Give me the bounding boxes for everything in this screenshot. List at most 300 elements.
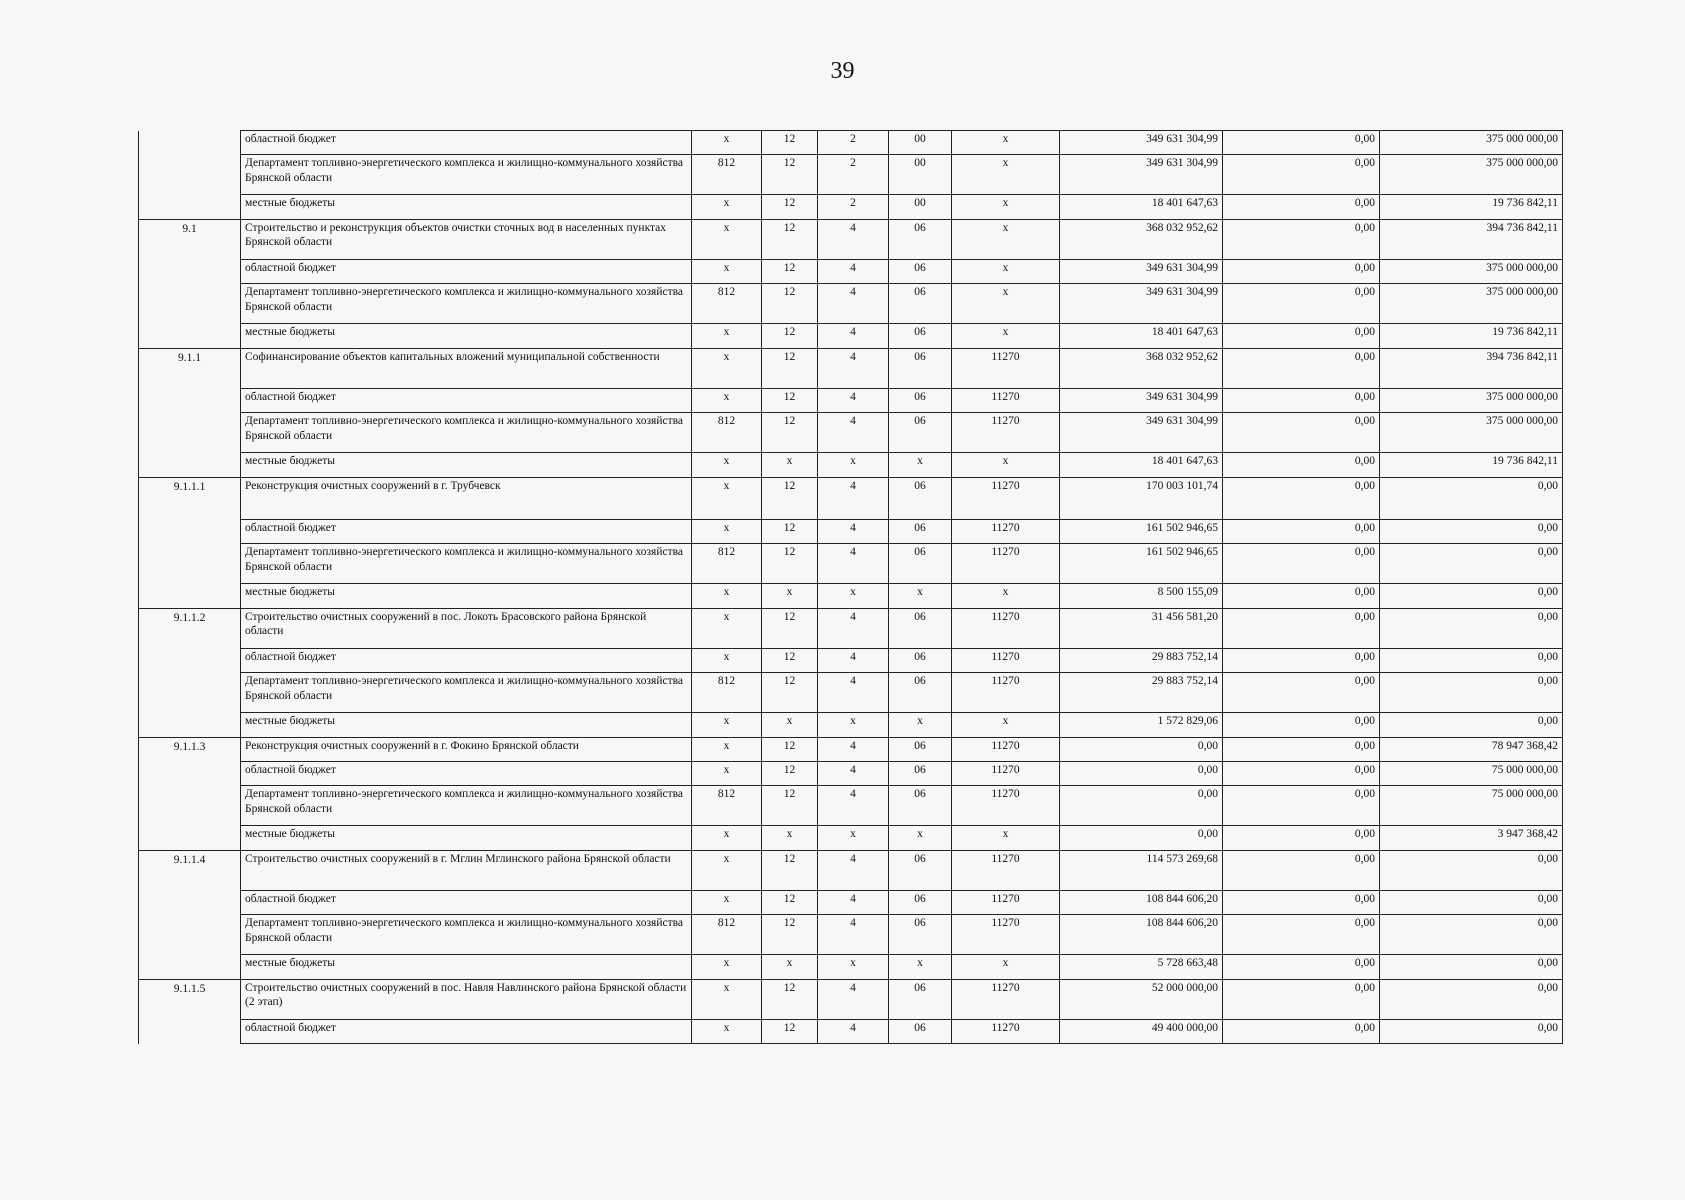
program-code-cell: 06 bbox=[889, 673, 952, 713]
amount-year1-cell: 0,00 bbox=[1060, 826, 1223, 851]
row-name-cell: Департамент топливно-энергетического комплекса и жилищно-коммунального хозяйства Брянской области bbox=[241, 544, 692, 584]
item-number-cell bbox=[139, 520, 241, 544]
amount-year3-cell: 3 947 368,42 bbox=[1380, 826, 1563, 851]
row-name-cell: Департамент топливно-энергетического комплекса и жилищно-коммунального хозяйства Брянской области bbox=[241, 786, 692, 826]
section-code-cell: 12 bbox=[762, 260, 818, 284]
item-number-cell bbox=[139, 649, 241, 673]
amount-year1-cell: 108 844 606,20 bbox=[1060, 891, 1223, 915]
amount-year3-cell: 75 000 000,00 bbox=[1380, 786, 1563, 826]
row-name-cell: местные бюджеты bbox=[241, 324, 692, 349]
section-code-cell: 12 bbox=[762, 608, 818, 649]
amount-year2-cell: 0,00 bbox=[1223, 713, 1380, 738]
subsection-code-cell: x bbox=[818, 826, 889, 851]
amount-year1-cell: 52 000 000,00 bbox=[1060, 979, 1223, 1020]
amount-year3-cell: 0,00 bbox=[1380, 649, 1563, 673]
item-number-cell bbox=[139, 131, 241, 155]
table-row bbox=[139, 348, 1563, 389]
item-number-cell bbox=[139, 713, 241, 738]
section-code-cell: 12 bbox=[762, 891, 818, 915]
subsection-code-cell: 4 bbox=[818, 762, 889, 786]
subsection-code-cell: 4 bbox=[818, 348, 889, 389]
amount-year2-cell: 0,00 bbox=[1223, 219, 1380, 260]
program-code-cell: x bbox=[889, 713, 952, 738]
direction-code-cell: 11270 bbox=[952, 737, 1060, 762]
amount-year3-cell: 0,00 bbox=[1380, 850, 1563, 891]
row-name-cell: Строительство очистных сооружений в пос. Навля Навлинского района Брянской области (2 этап) bbox=[241, 979, 692, 1020]
amount-year3-cell: 0,00 bbox=[1380, 477, 1563, 520]
row-name-cell: областной бюджет bbox=[241, 762, 692, 786]
table-row bbox=[139, 649, 1563, 673]
grbs-code-cell: 812 bbox=[692, 673, 762, 713]
direction-code-cell: 11270 bbox=[952, 649, 1060, 673]
table-row bbox=[139, 673, 1563, 713]
table-row bbox=[139, 477, 1563, 520]
section-code-cell: 12 bbox=[762, 219, 818, 260]
direction-code-cell: x bbox=[952, 826, 1060, 851]
amount-year1-cell: 368 032 952,62 bbox=[1060, 348, 1223, 389]
table-row bbox=[139, 155, 1563, 195]
grbs-code-cell: 812 bbox=[692, 544, 762, 584]
program-code-cell: 06 bbox=[889, 608, 952, 649]
direction-code-cell: x bbox=[952, 324, 1060, 349]
direction-code-cell: x bbox=[952, 713, 1060, 738]
program-code-cell: x bbox=[889, 955, 952, 980]
subsection-code-cell: 2 bbox=[818, 195, 889, 220]
grbs-code-cell: x bbox=[692, 1020, 762, 1044]
amount-year2-cell: 0,00 bbox=[1223, 955, 1380, 980]
item-number-cell: 9.1.1.4 bbox=[139, 850, 241, 891]
section-code-cell: 12 bbox=[762, 762, 818, 786]
grbs-code-cell: x bbox=[692, 826, 762, 851]
amount-year1-cell: 49 400 000,00 bbox=[1060, 1020, 1223, 1044]
subsection-code-cell: 4 bbox=[818, 915, 889, 955]
amount-year2-cell: 0,00 bbox=[1223, 608, 1380, 649]
amount-year1-cell: 29 883 752,14 bbox=[1060, 673, 1223, 713]
row-name-cell: Строительство очистных сооружений в пос. Локоть Брасовского района Брянской области bbox=[241, 608, 692, 649]
table-row bbox=[139, 260, 1563, 284]
section-code-cell: 12 bbox=[762, 324, 818, 349]
program-code-cell: 06 bbox=[889, 1020, 952, 1044]
item-number-cell: 9.1.1 bbox=[139, 348, 241, 389]
amount-year2-cell: 0,00 bbox=[1223, 477, 1380, 520]
amount-year2-cell: 0,00 bbox=[1223, 520, 1380, 544]
amount-year2-cell: 0,00 bbox=[1223, 413, 1380, 453]
row-name-cell: местные бюджеты bbox=[241, 453, 692, 478]
section-code-cell: x bbox=[762, 713, 818, 738]
grbs-code-cell: x bbox=[692, 195, 762, 220]
subsection-code-cell: 4 bbox=[818, 389, 889, 413]
table-row bbox=[139, 413, 1563, 453]
item-number-cell: 9.1.1.1 bbox=[139, 477, 241, 520]
item-number-cell bbox=[139, 786, 241, 826]
item-number-cell: 9.1 bbox=[139, 219, 241, 260]
section-code-cell: 12 bbox=[762, 195, 818, 220]
table-row bbox=[139, 850, 1563, 891]
table-row bbox=[139, 389, 1563, 413]
subsection-code-cell: 2 bbox=[818, 131, 889, 155]
item-number-cell bbox=[139, 389, 241, 413]
page-number: 39 bbox=[830, 58, 855, 84]
amount-year3-cell: 78 947 368,42 bbox=[1380, 737, 1563, 762]
row-name-cell: областной бюджет bbox=[241, 891, 692, 915]
amount-year2-cell: 0,00 bbox=[1223, 324, 1380, 349]
program-code-cell: 06 bbox=[889, 413, 952, 453]
section-code-cell: 12 bbox=[762, 477, 818, 520]
program-code-cell: 06 bbox=[889, 737, 952, 762]
grbs-code-cell: x bbox=[692, 850, 762, 891]
item-number-cell bbox=[139, 673, 241, 713]
amount-year3-cell: 0,00 bbox=[1380, 979, 1563, 1020]
amount-year2-cell: 0,00 bbox=[1223, 850, 1380, 891]
direction-code-cell: 11270 bbox=[952, 786, 1060, 826]
table-row bbox=[139, 915, 1563, 955]
item-number-cell bbox=[139, 260, 241, 284]
amount-year2-cell: 0,00 bbox=[1223, 737, 1380, 762]
section-code-cell: 12 bbox=[762, 786, 818, 826]
table-row bbox=[139, 786, 1563, 826]
section-code-cell: x bbox=[762, 584, 818, 609]
amount-year3-cell: 375 000 000,00 bbox=[1380, 131, 1563, 155]
grbs-code-cell: x bbox=[692, 584, 762, 609]
row-name-cell: местные бюджеты bbox=[241, 826, 692, 851]
direction-code-cell: x bbox=[952, 219, 1060, 260]
subsection-code-cell: x bbox=[818, 955, 889, 980]
program-code-cell: 06 bbox=[889, 649, 952, 673]
grbs-code-cell: x bbox=[692, 955, 762, 980]
table-row bbox=[139, 762, 1563, 786]
subsection-code-cell: 4 bbox=[818, 737, 889, 762]
grbs-code-cell: x bbox=[692, 520, 762, 544]
subsection-code-cell: 4 bbox=[818, 260, 889, 284]
section-code-cell: 12 bbox=[762, 155, 818, 195]
direction-code-cell: 11270 bbox=[952, 608, 1060, 649]
section-code-cell: 12 bbox=[762, 1020, 818, 1044]
row-name-cell: местные бюджеты bbox=[241, 955, 692, 980]
grbs-code-cell: x bbox=[692, 453, 762, 478]
amount-year2-cell: 0,00 bbox=[1223, 453, 1380, 478]
table-row bbox=[139, 955, 1563, 980]
item-number-cell bbox=[139, 584, 241, 609]
amount-year2-cell: 0,00 bbox=[1223, 979, 1380, 1020]
direction-code-cell: x bbox=[952, 260, 1060, 284]
amount-year1-cell: 0,00 bbox=[1060, 786, 1223, 826]
section-code-cell: 12 bbox=[762, 649, 818, 673]
amount-year1-cell: 29 883 752,14 bbox=[1060, 649, 1223, 673]
direction-code-cell: 11270 bbox=[952, 389, 1060, 413]
direction-code-cell: 11270 bbox=[952, 520, 1060, 544]
grbs-code-cell: x bbox=[692, 891, 762, 915]
grbs-code-cell: x bbox=[692, 324, 762, 349]
section-code-cell: 12 bbox=[762, 131, 818, 155]
subsection-code-cell: 4 bbox=[818, 284, 889, 324]
direction-code-cell: 11270 bbox=[952, 1020, 1060, 1044]
amount-year1-cell: 170 003 101,74 bbox=[1060, 477, 1223, 520]
item-number-cell bbox=[139, 544, 241, 584]
amount-year3-cell: 0,00 bbox=[1380, 1020, 1563, 1044]
grbs-code-cell: 812 bbox=[692, 915, 762, 955]
section-code-cell: 12 bbox=[762, 544, 818, 584]
amount-year1-cell: 31 456 581,20 bbox=[1060, 608, 1223, 649]
item-number-cell bbox=[139, 891, 241, 915]
table-row bbox=[139, 979, 1563, 1020]
table-row bbox=[139, 737, 1563, 762]
amount-year2-cell: 0,00 bbox=[1223, 284, 1380, 324]
amount-year3-cell: 375 000 000,00 bbox=[1380, 413, 1563, 453]
amount-year1-cell: 0,00 bbox=[1060, 762, 1223, 786]
row-name-cell: Реконструкция очистных сооружений в г. Трубчевск bbox=[241, 477, 692, 520]
direction-code-cell: 11270 bbox=[952, 348, 1060, 389]
subsection-code-cell: 4 bbox=[818, 219, 889, 260]
amount-year2-cell: 0,00 bbox=[1223, 131, 1380, 155]
table-row bbox=[139, 195, 1563, 220]
grbs-code-cell: x bbox=[692, 348, 762, 389]
program-code-cell: 06 bbox=[889, 219, 952, 260]
amount-year2-cell: 0,00 bbox=[1223, 891, 1380, 915]
program-code-cell: x bbox=[889, 453, 952, 478]
grbs-code-cell: x bbox=[692, 979, 762, 1020]
subsection-code-cell: 4 bbox=[818, 1020, 889, 1044]
amount-year2-cell: 0,00 bbox=[1223, 544, 1380, 584]
table-row bbox=[139, 891, 1563, 915]
table-row bbox=[139, 324, 1563, 349]
amount-year1-cell: 18 401 647,63 bbox=[1060, 453, 1223, 478]
program-code-cell: 06 bbox=[889, 891, 952, 915]
grbs-code-cell: x bbox=[692, 219, 762, 260]
subsection-code-cell: 4 bbox=[818, 544, 889, 584]
table-body bbox=[139, 131, 1563, 1044]
direction-code-cell: x bbox=[952, 284, 1060, 324]
amount-year3-cell: 75 000 000,00 bbox=[1380, 762, 1563, 786]
direction-code-cell: 11270 bbox=[952, 544, 1060, 584]
direction-code-cell: x bbox=[952, 155, 1060, 195]
row-name-cell: Департамент топливно-энергетического комплекса и жилищно-коммунального хозяйства Брянской области bbox=[241, 915, 692, 955]
program-code-cell: 06 bbox=[889, 786, 952, 826]
section-code-cell: 12 bbox=[762, 348, 818, 389]
table-row bbox=[139, 1020, 1563, 1044]
amount-year3-cell: 0,00 bbox=[1380, 713, 1563, 738]
subsection-code-cell: 4 bbox=[818, 324, 889, 349]
direction-code-cell: 11270 bbox=[952, 477, 1060, 520]
subsection-code-cell: x bbox=[818, 584, 889, 609]
grbs-code-cell: x bbox=[692, 649, 762, 673]
grbs-code-cell: x bbox=[692, 477, 762, 520]
item-number-cell bbox=[139, 762, 241, 786]
amount-year2-cell: 0,00 bbox=[1223, 762, 1380, 786]
section-code-cell: 12 bbox=[762, 737, 818, 762]
program-code-cell: x bbox=[889, 584, 952, 609]
amount-year2-cell: 0,00 bbox=[1223, 584, 1380, 609]
table-row bbox=[139, 284, 1563, 324]
row-name-cell: местные бюджеты bbox=[241, 584, 692, 609]
table-row bbox=[139, 584, 1563, 609]
row-name-cell: местные бюджеты bbox=[241, 713, 692, 738]
subsection-code-cell: 4 bbox=[818, 979, 889, 1020]
item-number-cell bbox=[139, 453, 241, 478]
program-code-cell: x bbox=[889, 826, 952, 851]
amount-year2-cell: 0,00 bbox=[1223, 155, 1380, 195]
section-code-cell: 12 bbox=[762, 850, 818, 891]
item-number-cell: 9.1.1.3 bbox=[139, 737, 241, 762]
amount-year1-cell: 161 502 946,65 bbox=[1060, 544, 1223, 584]
row-name-cell: областной бюджет bbox=[241, 260, 692, 284]
subsection-code-cell: 4 bbox=[818, 850, 889, 891]
program-code-cell: 06 bbox=[889, 260, 952, 284]
direction-code-cell: 11270 bbox=[952, 413, 1060, 453]
amount-year1-cell: 349 631 304,99 bbox=[1060, 413, 1223, 453]
amount-year3-cell: 19 736 842,11 bbox=[1380, 324, 1563, 349]
row-name-cell: Департамент топливно-энергетического комплекса и жилищно-коммунального хозяйства Брянской области bbox=[241, 284, 692, 324]
row-name-cell: Департамент топливно-энергетического комплекса и жилищно-коммунального хозяйства Брянской области bbox=[241, 155, 692, 195]
grbs-code-cell: x bbox=[692, 762, 762, 786]
amount-year3-cell: 394 736 842,11 bbox=[1380, 219, 1563, 260]
amount-year1-cell: 5 728 663,48 bbox=[1060, 955, 1223, 980]
section-code-cell: 12 bbox=[762, 673, 818, 713]
subsection-code-cell: 4 bbox=[818, 520, 889, 544]
direction-code-cell: 11270 bbox=[952, 979, 1060, 1020]
table-row bbox=[139, 453, 1563, 478]
subsection-code-cell: 4 bbox=[818, 413, 889, 453]
item-number-cell bbox=[139, 324, 241, 349]
grbs-code-cell: 812 bbox=[692, 284, 762, 324]
row-name-cell: Департамент топливно-энергетического комплекса и жилищно-коммунального хозяйства Брянской области bbox=[241, 413, 692, 453]
item-number-cell bbox=[139, 955, 241, 980]
amount-year2-cell: 0,00 bbox=[1223, 649, 1380, 673]
direction-code-cell: 11270 bbox=[952, 673, 1060, 713]
program-code-cell: 06 bbox=[889, 915, 952, 955]
item-number-cell bbox=[139, 1020, 241, 1044]
grbs-code-cell: x bbox=[692, 260, 762, 284]
program-code-cell: 06 bbox=[889, 284, 952, 324]
grbs-code-cell: x bbox=[692, 713, 762, 738]
amount-year1-cell: 18 401 647,63 bbox=[1060, 324, 1223, 349]
direction-code-cell: x bbox=[952, 195, 1060, 220]
subsection-code-cell: 4 bbox=[818, 477, 889, 520]
program-code-cell: 06 bbox=[889, 477, 952, 520]
section-code-cell: 12 bbox=[762, 979, 818, 1020]
direction-code-cell: x bbox=[952, 955, 1060, 980]
section-code-cell: 12 bbox=[762, 413, 818, 453]
section-code-cell: 12 bbox=[762, 389, 818, 413]
direction-code-cell: 11270 bbox=[952, 762, 1060, 786]
direction-code-cell: 11270 bbox=[952, 915, 1060, 955]
subsection-code-cell: 4 bbox=[818, 673, 889, 713]
section-code-cell: 12 bbox=[762, 284, 818, 324]
amount-year2-cell: 0,00 bbox=[1223, 915, 1380, 955]
amount-year3-cell: 375 000 000,00 bbox=[1380, 284, 1563, 324]
amount-year2-cell: 0,00 bbox=[1223, 195, 1380, 220]
amount-year3-cell: 0,00 bbox=[1380, 915, 1563, 955]
grbs-code-cell: x bbox=[692, 737, 762, 762]
subsection-code-cell: 4 bbox=[818, 608, 889, 649]
grbs-code-cell: x bbox=[692, 608, 762, 649]
amount-year1-cell: 349 631 304,99 bbox=[1060, 260, 1223, 284]
amount-year1-cell: 1 572 829,06 bbox=[1060, 713, 1223, 738]
program-code-cell: 06 bbox=[889, 520, 952, 544]
subsection-code-cell: 4 bbox=[818, 891, 889, 915]
subsection-code-cell: 4 bbox=[818, 786, 889, 826]
row-name-cell: областной бюджет bbox=[241, 1020, 692, 1044]
amount-year3-cell: 394 736 842,11 bbox=[1380, 348, 1563, 389]
amount-year2-cell: 0,00 bbox=[1223, 786, 1380, 826]
direction-code-cell: x bbox=[952, 453, 1060, 478]
direction-code-cell: x bbox=[952, 584, 1060, 609]
program-code-cell: 06 bbox=[889, 979, 952, 1020]
row-name-cell: областной бюджет bbox=[241, 131, 692, 155]
budget-table bbox=[138, 130, 1563, 1044]
amount-year3-cell: 0,00 bbox=[1380, 520, 1563, 544]
amount-year1-cell: 349 631 304,99 bbox=[1060, 284, 1223, 324]
amount-year1-cell: 349 631 304,99 bbox=[1060, 389, 1223, 413]
grbs-code-cell: 812 bbox=[692, 786, 762, 826]
program-code-cell: 06 bbox=[889, 762, 952, 786]
table-row bbox=[139, 520, 1563, 544]
amount-year1-cell: 349 631 304,99 bbox=[1060, 155, 1223, 195]
amount-year3-cell: 0,00 bbox=[1380, 955, 1563, 980]
item-number-cell: 9.1.1.5 bbox=[139, 979, 241, 1020]
program-code-cell: 00 bbox=[889, 155, 952, 195]
amount-year2-cell: 0,00 bbox=[1223, 673, 1380, 713]
row-name-cell: областной бюджет bbox=[241, 389, 692, 413]
program-code-cell: 06 bbox=[889, 348, 952, 389]
amount-year1-cell: 8 500 155,09 bbox=[1060, 584, 1223, 609]
direction-code-cell: 11270 bbox=[952, 850, 1060, 891]
amount-year3-cell: 375 000 000,00 bbox=[1380, 155, 1563, 195]
section-code-cell: x bbox=[762, 453, 818, 478]
row-name-cell: областной бюджет bbox=[241, 520, 692, 544]
program-code-cell: 00 bbox=[889, 195, 952, 220]
item-number-cell bbox=[139, 195, 241, 220]
amount-year1-cell: 114 573 269,68 bbox=[1060, 850, 1223, 891]
item-number-cell bbox=[139, 413, 241, 453]
amount-year2-cell: 0,00 bbox=[1223, 826, 1380, 851]
amount-year2-cell: 0,00 bbox=[1223, 348, 1380, 389]
amount-year1-cell: 18 401 647,63 bbox=[1060, 195, 1223, 220]
amount-year3-cell: 19 736 842,11 bbox=[1380, 453, 1563, 478]
grbs-code-cell: x bbox=[692, 389, 762, 413]
amount-year3-cell: 0,00 bbox=[1380, 544, 1563, 584]
program-code-cell: 06 bbox=[889, 324, 952, 349]
program-code-cell: 06 bbox=[889, 850, 952, 891]
row-name-cell: Реконструкция очистных сооружений в г. Фокино Брянской области bbox=[241, 737, 692, 762]
row-name-cell: Строительство очистных сооружений в г. Мглин Мглинского района Брянской области bbox=[241, 850, 692, 891]
subsection-code-cell: 2 bbox=[818, 155, 889, 195]
table-row bbox=[139, 219, 1563, 260]
section-code-cell: 12 bbox=[762, 915, 818, 955]
section-code-cell: 12 bbox=[762, 520, 818, 544]
amount-year3-cell: 0,00 bbox=[1380, 584, 1563, 609]
row-name-cell: Строительство и реконструкция объектов очистки сточных вод в населенных пунктах Брянской области bbox=[241, 219, 692, 260]
amount-year1-cell: 0,00 bbox=[1060, 737, 1223, 762]
amount-year3-cell: 0,00 bbox=[1380, 673, 1563, 713]
program-code-cell: 06 bbox=[889, 544, 952, 584]
section-code-cell: x bbox=[762, 955, 818, 980]
direction-code-cell: x bbox=[952, 131, 1060, 155]
table-row bbox=[139, 131, 1563, 155]
table-row bbox=[139, 826, 1563, 851]
subsection-code-cell: x bbox=[818, 453, 889, 478]
amount-year2-cell: 0,00 bbox=[1223, 389, 1380, 413]
table-row bbox=[139, 544, 1563, 584]
amount-year3-cell: 375 000 000,00 bbox=[1380, 260, 1563, 284]
program-code-cell: 00 bbox=[889, 131, 952, 155]
item-number-cell bbox=[139, 915, 241, 955]
amount-year3-cell: 19 736 842,11 bbox=[1380, 195, 1563, 220]
direction-code-cell: 11270 bbox=[952, 891, 1060, 915]
grbs-code-cell: 812 bbox=[692, 155, 762, 195]
item-number-cell bbox=[139, 284, 241, 324]
item-number-cell bbox=[139, 155, 241, 195]
amount-year1-cell: 368 032 952,62 bbox=[1060, 219, 1223, 260]
